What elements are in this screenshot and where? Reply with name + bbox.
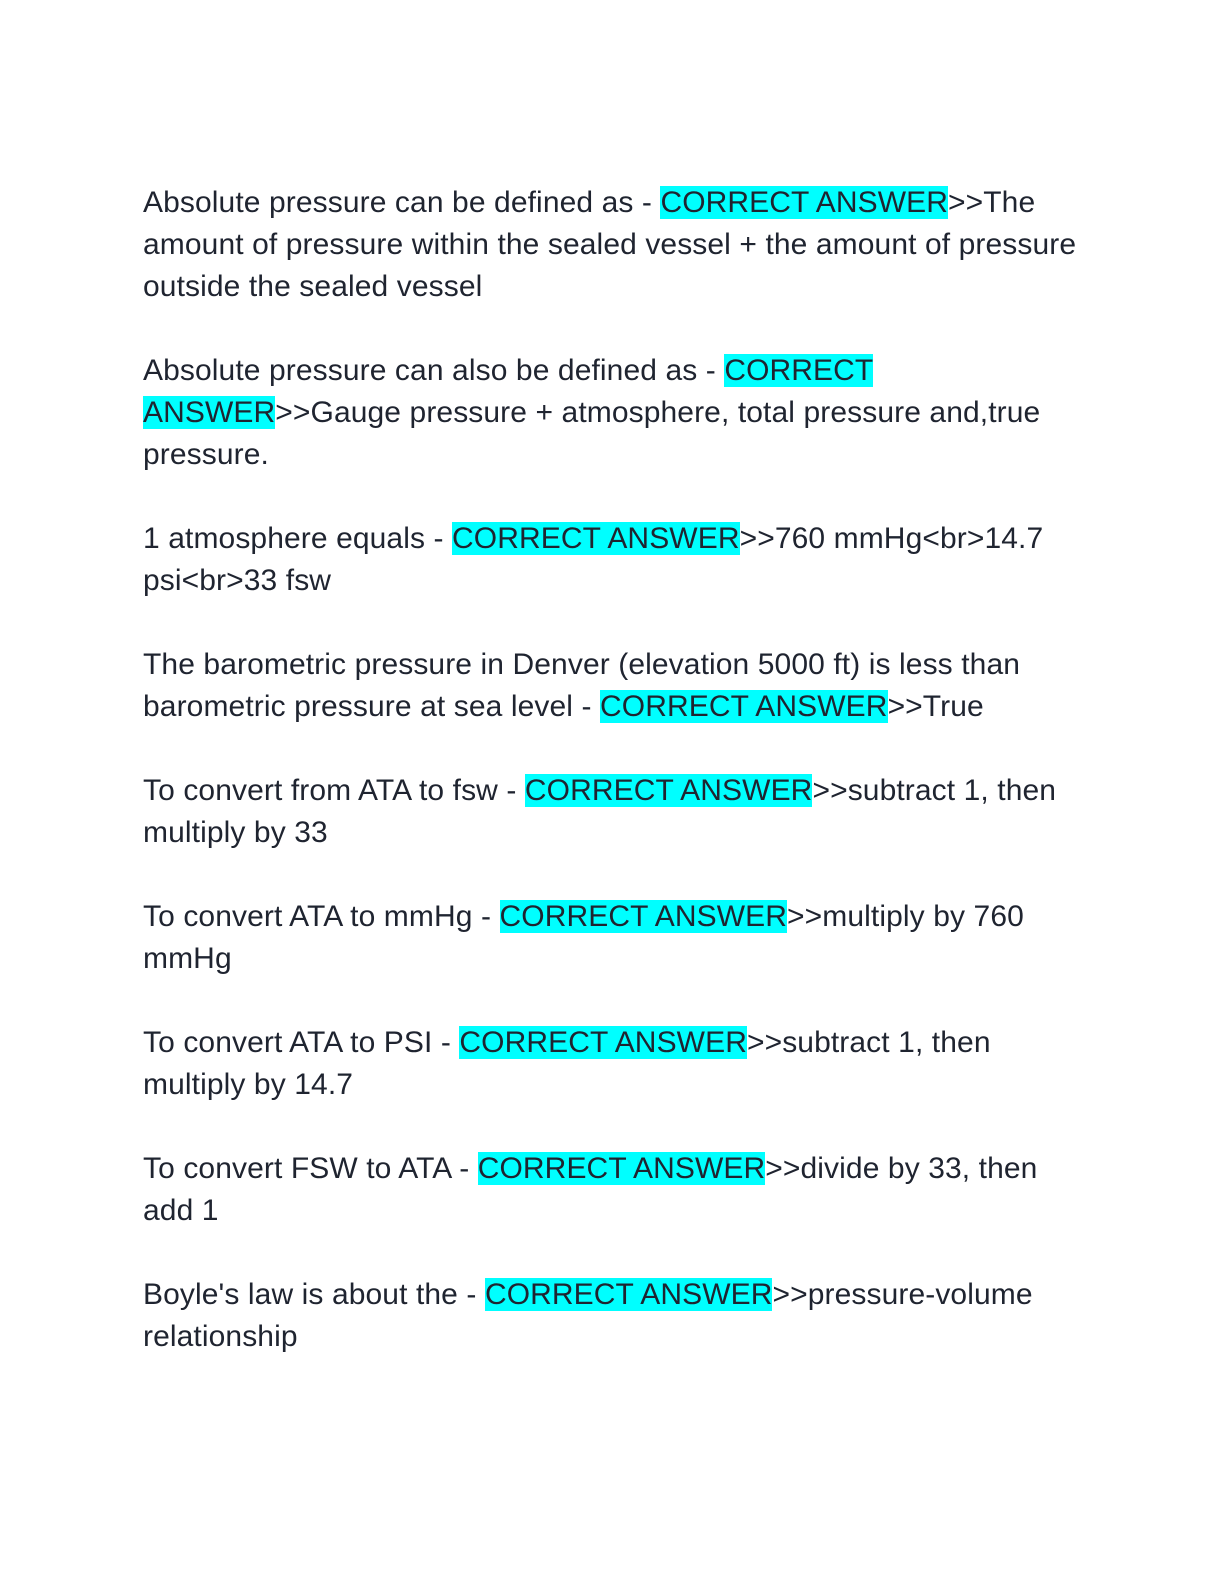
question-text: To convert from ATA to fsw - — [143, 774, 525, 807]
question-text: To convert ATA to mmHg - — [143, 900, 500, 933]
qa-item — [143, 770, 1083, 854]
qa-item — [143, 1274, 1083, 1358]
correct-answer-highlight: CORRECT ANSWER — [477, 1152, 766, 1185]
correct-answer-highlight: CORRECT ANSWER — [524, 774, 813, 807]
qa-list — [143, 182, 1083, 1400]
answer-text: >>True — [887, 690, 984, 723]
correct-answer-highlight: CORRECT ANSWER — [459, 1026, 747, 1059]
qa-item — [143, 1022, 1083, 1106]
question-text: Boyle's law is about the - — [143, 1278, 485, 1311]
qa-item — [143, 350, 1083, 476]
answer-text: >>divide by 33, then add 1 — [143, 1152, 1038, 1227]
correct-answer-highlight: CORRECT ANSWER — [600, 690, 888, 723]
answer-text: >>760 mmHg<br>14.7 psi<br>33 fsw — [143, 522, 1044, 597]
correct-answer-highlight: CORRECT ANSWER — [484, 1278, 773, 1311]
answer-text: >>subtract 1, then multiply by 33 — [143, 774, 1057, 849]
answer-text: >>pressure-volume relationship — [143, 1278, 1033, 1353]
correct-answer-highlight: CORRECT ANSWER — [452, 522, 740, 555]
answer-text: >>Gauge pressure + atmosphere, total pressure and,true pressure. — [143, 396, 1041, 471]
question-text: 1 atmosphere equals - — [143, 522, 453, 555]
question-text: To convert FSW to ATA - — [143, 1152, 478, 1185]
qa-item — [143, 896, 1083, 980]
qa-item — [143, 182, 1083, 308]
question-text: The barometric pressure in Denver (elevation 5000 ft) is less than barometric pressure at sea level - — [143, 648, 1021, 723]
qa-item — [143, 518, 1083, 602]
question-text: Absolute pressure can be defined as - — [143, 186, 661, 219]
correct-answer-highlight: CORRECT ANSWER — [143, 354, 874, 429]
answer-text: >>The amount of pressure within the sealed vessel + the amount of pressure outside the sealed vessel — [143, 186, 1077, 303]
question-text: To convert ATA to PSI - — [143, 1026, 460, 1059]
correct-answer-highlight: CORRECT ANSWER — [660, 186, 948, 219]
answer-text: >>multiply by 760 mmHg — [143, 900, 1024, 975]
correct-answer-highlight: CORRECT ANSWER — [499, 900, 788, 933]
qa-item — [143, 1148, 1083, 1232]
qa-item — [143, 644, 1083, 728]
answer-text: >>subtract 1, then multiply by 14.7 — [143, 1026, 991, 1101]
question-text: Absolute pressure can also be defined as - — [143, 354, 725, 387]
